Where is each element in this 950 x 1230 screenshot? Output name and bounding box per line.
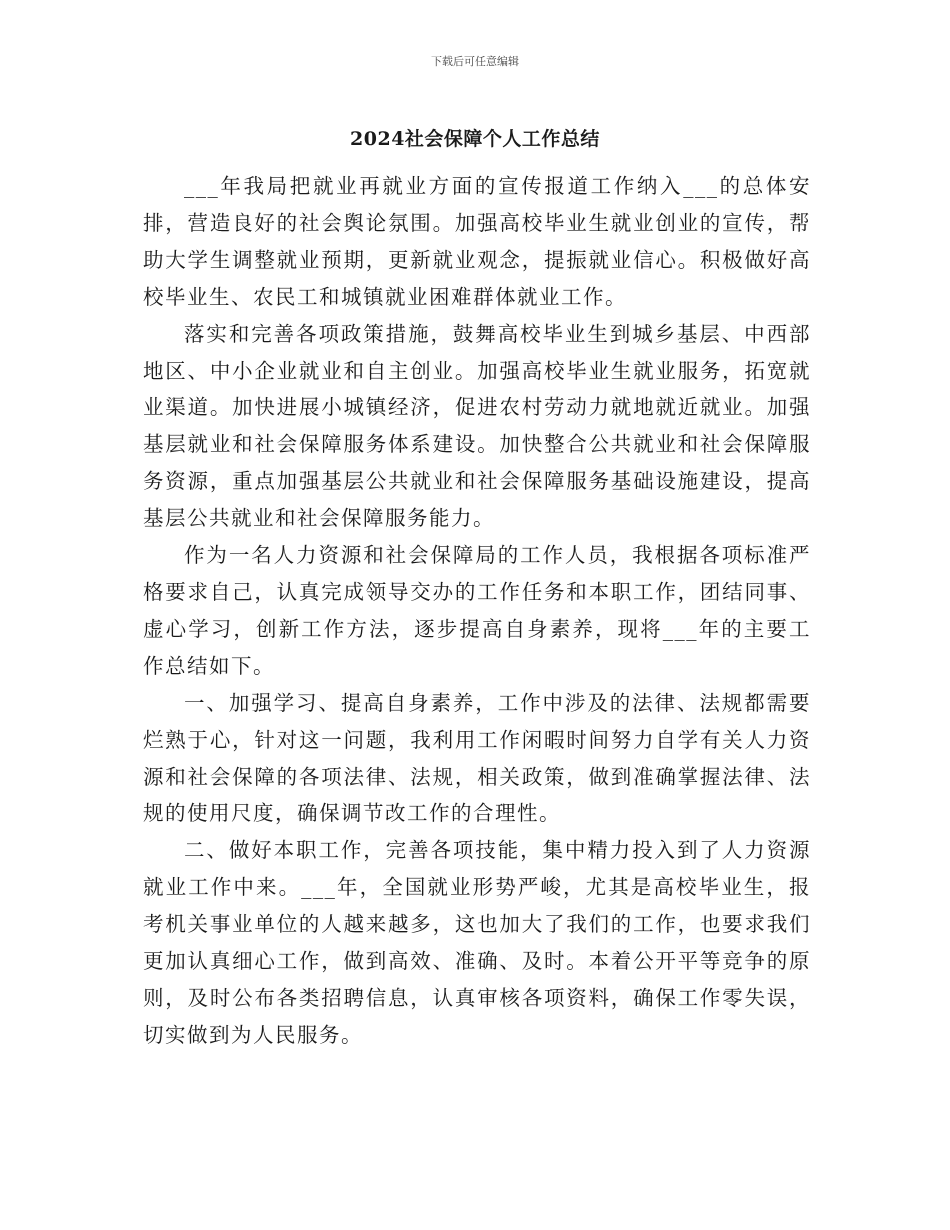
- paragraph: 落实和完善各项政策措施，鼓舞高校毕业生到城乡基层、中西部地区、中小企业就业和自主创业。加强高校毕业生就业服务，拓宽就业渠道。加快进展小城镇经济，促进农村劳动力就地就近就业。加强基层就业和社会保障服务体系建设。加快整合公共就业和社会保障服务资源，重点加强基层公共就业和社会保障服务基础设施建设，提高基层公共就业和社会保障服务能力。: [143, 321, 811, 531]
- paragraph: ___年我局把就业再就业方面的宣传报道工作纳入___的总体安排，营造良好的社会舆论氛围。加强高校毕业生就业创业的宣传，帮助大学生调整就业预期，更新就业观念，提振就业信心。积极做好高校毕业生、农民工和城镇就业困难群体就业工作。: [143, 174, 811, 309]
- document-title: 2024社会保障个人工作总结: [350, 128, 600, 150]
- document-body: [143, 168, 811, 1054]
- paragraph: 作为一名人力资源和社会保障局的工作人员，我根据各项标准严格要求自己，认真完成领导交办的工作任务和本职工作，团结同事、虚心学习，创新工作方法，逐步提高自身素养，现将___年的主要工作总结如下。: [143, 543, 811, 678]
- paragraph: 二、做好本职工作，完善各项技能，集中精力投入到了人力资源就业工作中来。___年，全国就业形势严峻，尤其是高校毕业生，报考机关事业单位的人越来越多，这也加大了我们的工作，也要求我们更加认真细心工作，做到高效、准确、及时。本着公开平等竞争的原则，及时公布各类招聘信息，认真审核各项资料，确保工作零失误，切实做到为人民服务。: [143, 838, 811, 1047]
- paragraph: 一、加强学习、提高自身素养，工作中涉及的法律、法规都需要烂熟于心，针对这一问题，我利用工作闲暇时间努力自学有关人力资源和社会保障的各项法律、法规，相关政策，做到准确掌握法律、法规的使用尺度，确保调节改工作的合理性。: [143, 690, 811, 826]
- header-note: 下载后可任意编辑: [431, 55, 519, 68]
